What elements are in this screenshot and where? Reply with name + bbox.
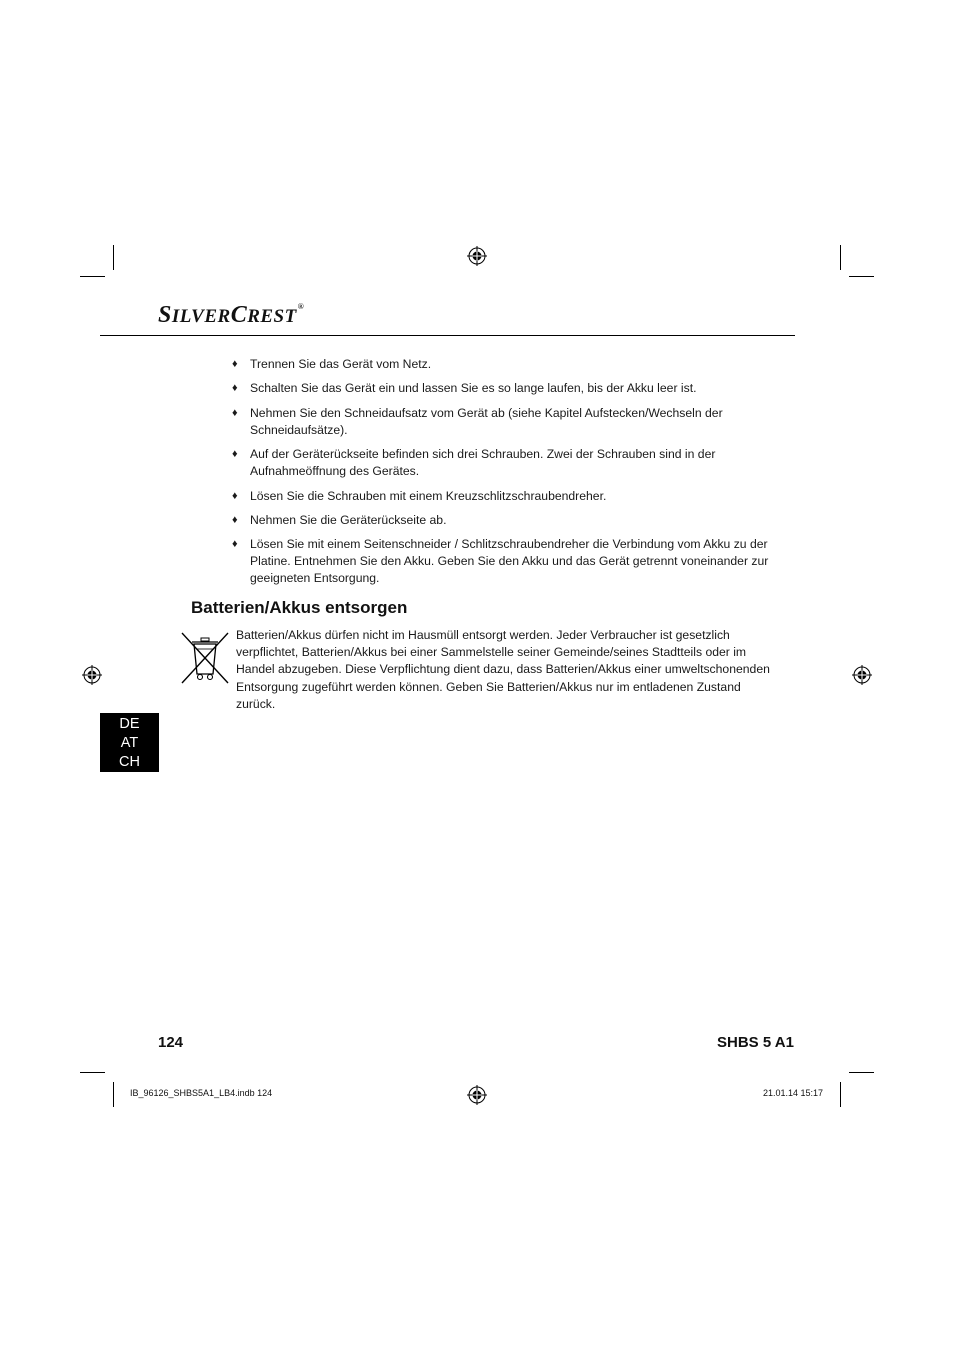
bullet-diamond-icon: ♦ [232, 406, 238, 419]
language-code: DE [119, 716, 140, 732]
page-number: 124 [158, 1034, 184, 1051]
language-code: CH [119, 754, 140, 770]
crop-mark-bottom-left-v [113, 1082, 114, 1107]
crop-mark-bottom-right-v [840, 1082, 841, 1107]
bullet-diamond-icon: ♦ [232, 513, 238, 526]
print-slug-file: IB_96126_SHBS5A1_LB4.indb 124 [130, 1088, 273, 1098]
print-slug-datetime: 21.01.14 15:17 [763, 1088, 824, 1098]
step-list [232, 356, 777, 595]
crop-mark-top-right-h [849, 276, 874, 277]
list-item: ♦ Lösen Sie mit einem Seitenschneider / Schlitzschraubendreher die Verbindung vom Akku zu der Platine. Entnehmen Sie den Akku. Geben Sie den Akku und das Gerät getrennt voneinander zur geeigneten Entsorgung. [232, 537, 769, 586]
bullet-diamond-icon: ♦ [232, 538, 238, 551]
list-item: ♦ Nehmen Sie die Geräterückseite ab. [232, 512, 447, 527]
header-rule [100, 335, 795, 336]
list-item: ♦ Trennen Sie das Gerät vom Netz. [232, 357, 432, 371]
bullet-diamond-icon: ♦ [232, 448, 238, 461]
registration-mark-icon [467, 1085, 487, 1105]
crossed-out-wheelie-bin-icon [179, 630, 231, 686]
bullet-diamond-icon: ♦ [232, 489, 238, 502]
disposal-paragraph: Batterien/Akkus dürfen nicht im Hausmüll entsorgt werden. Jeder Verbraucher ist gesetzlich verpflichtet, Batterien/Akkus bei einer Sammelstelle seiner Gemeinde/seines Stadtteils oder im Handel abzugeben. Diese Verpflichtung dient dazu, dass Batterien/Akkus einer umweltschonenden Entsorgung zugeführt werden können. Geben Sie Batterien/Akkus nur im entladenen Zustand zurück. [236, 628, 770, 711]
registration-mark-icon [82, 665, 102, 685]
brand-logo: SILVERCREST® [158, 302, 305, 328]
crop-mark-bottom-right-h [849, 1072, 874, 1073]
crop-mark-top-left-h [80, 276, 105, 277]
list-item: ♦ Nehmen Sie den Schneidaufsatz vom Gerät ab (siehe Kapitel Aufstecken/Wechseln der Schneidaufsätze). [232, 405, 723, 437]
registration-mark-icon [467, 246, 487, 266]
bullet-diamond-icon: ♦ [232, 382, 238, 395]
crop-mark-top-left-v [113, 245, 114, 270]
crop-mark-top-right-v [840, 245, 841, 270]
crop-mark-bottom-left-h [80, 1072, 105, 1073]
bullet-diamond-icon: ♦ [232, 358, 238, 370]
model-number: SHBS 5 A1 [717, 1034, 794, 1051]
language-tab [100, 713, 159, 772]
registration-mark-icon [852, 665, 872, 685]
list-item: ♦ Auf der Geräterückseite befinden sich drei Schrauben. Zwei der Schrauben sind in der Aufnahmeöffnung des Gerätes. [232, 447, 716, 479]
list-item: ♦ Lösen Sie die Schrauben mit einem Kreuzschlitzschraubendreher. [232, 488, 607, 503]
section-title: Batterien/Akkus entsorgen [191, 598, 408, 617]
language-code: AT [120, 735, 139, 751]
list-item: ♦ Schalten Sie das Gerät ein und lassen Sie es so lange laufen, bis der Akku leer ist. [232, 381, 697, 396]
